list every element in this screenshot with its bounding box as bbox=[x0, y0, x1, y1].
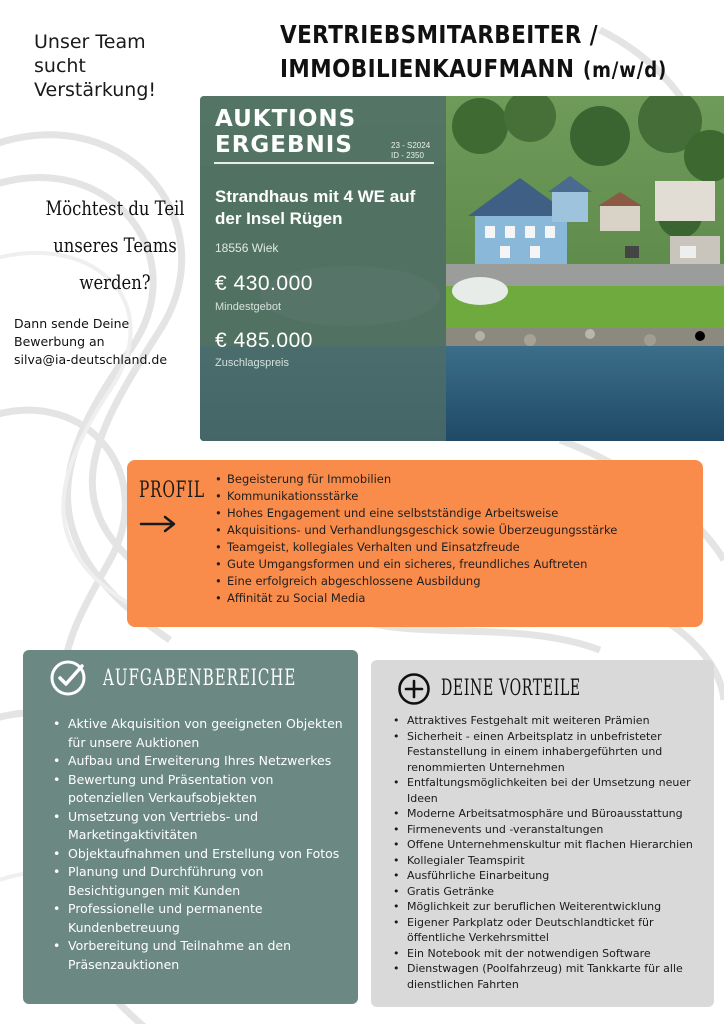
apply-email-link[interactable]: silva@ia-deutschland.de bbox=[14, 352, 168, 367]
list-item: • Attraktives Festgehalt mit weiteren Prämien bbox=[393, 713, 703, 729]
property-location: 18556 Wiek bbox=[215, 241, 279, 255]
list-item: • Moderne Arbeitsatmosphäre und Büroausstattung bbox=[393, 806, 703, 822]
auction-id bbox=[391, 141, 430, 161]
auction-info-panel bbox=[200, 96, 446, 441]
list-item: • Akquisitions- und Verhandlungsgeschick sowie Überzeugungsstärke bbox=[215, 522, 617, 539]
list-item: • Aktive Akquisition von geeigneten Objekten für unsere Auktionen bbox=[53, 715, 348, 752]
list-item: • Professionelle und permanente Kundenbetreuung bbox=[53, 900, 348, 937]
list-item: • Bewertung und Präsentation von potenziellen Verkaufsobjekten bbox=[53, 771, 348, 808]
list-item: • Dienstwagen (Poolfahrzeug) mit Tankkarte für alle dienstlichen Fahrten bbox=[393, 961, 703, 992]
list-item: • Möglichkeit zur beruflichen Weiterentwicklung bbox=[393, 899, 703, 915]
list-item: • Gratis Getränke bbox=[393, 884, 703, 900]
minimum-bid: € 430.000 bbox=[215, 272, 313, 295]
list-item: • Eine erfolgreich abgeschlossene Ausbildung bbox=[215, 573, 617, 590]
list-item: • Planung und Durchführung von Besichtigungen mit Kunden bbox=[53, 863, 348, 900]
job-headline bbox=[280, 18, 668, 87]
benefits-heading: DEINE VORTEILE bbox=[441, 676, 581, 701]
tasks-heading: AUFGABENBEREICHE bbox=[103, 666, 297, 691]
profile-list bbox=[215, 471, 617, 607]
gender-suffix: (m/w/d) bbox=[582, 58, 668, 82]
list-item: • Offene Unternehmenskultur mit flachen Hierarchien bbox=[393, 837, 703, 853]
title-divider bbox=[214, 162, 434, 164]
plus-circle-icon bbox=[397, 672, 431, 706]
apply-text: Dann sende Deine Bewerbung an bbox=[14, 316, 130, 349]
list-item: • Aufbau und Erweiterung Ihres Netzwerkes bbox=[53, 752, 348, 771]
list-item: • Eigener Parkplatz oder Deutschlandticket für öffentliche Verkehrsmittel bbox=[393, 915, 703, 946]
list-item: • Ein Notebook mit der notwendigen Software bbox=[393, 946, 703, 962]
list-item: • Objektaufnahmen und Erstellung von Fotos bbox=[53, 845, 348, 864]
list-item: • Teamgeist, kollegiales Verhalten und Einsatzfreude bbox=[215, 539, 617, 556]
tasks-list bbox=[53, 715, 348, 974]
benefits-section bbox=[371, 660, 714, 1007]
apply-info bbox=[14, 315, 204, 369]
hammer-price-label: Zuschlagspreis bbox=[215, 357, 289, 369]
list-item: • Firmenevents und -veranstaltungen bbox=[393, 822, 703, 838]
list-item: • Gute Umgangsformen und ein sicheres, freundliches Auftreten bbox=[215, 556, 617, 573]
property-title: Strandhaus mit 4 WE auf der Insel Rügen bbox=[215, 187, 416, 228]
list-item: • Hohes Engagement und eine selbstständige Arbeitsweise bbox=[215, 505, 617, 522]
headline-line-2: IMMOBILIENKAUFMANN bbox=[280, 54, 575, 83]
list-item: • Affinität zu Social Media bbox=[215, 590, 617, 607]
auction-title: AUKTIONS ERGEBNIS bbox=[215, 106, 357, 158]
auction-result-card bbox=[200, 96, 724, 441]
headline-line-1: VERTRIEBSMITARBEITER / bbox=[280, 20, 599, 49]
profile-section bbox=[127, 460, 703, 627]
profile-heading: PROFIL bbox=[139, 478, 205, 503]
list-item: • Kommunikationsstärke bbox=[215, 488, 617, 505]
intro-text: Unser Team sucht Verstärkung! bbox=[34, 31, 157, 101]
minimum-bid-label: Mindestgebot bbox=[215, 301, 282, 313]
list-item: • Begeisterung für Immobilien bbox=[215, 471, 617, 488]
hammer-price: € 485.000 bbox=[215, 329, 313, 352]
list-item: • Sicherheit - einen Arbeitsplatz in unbefristeter Festanstellung in einem inhabergeführten und renommierten Unternehmen bbox=[393, 729, 703, 776]
list-item: • Ausführliche Einarbeitung bbox=[393, 868, 703, 884]
list-item: • Vorbereitung und Teilnahme an den Präsenzauktionen bbox=[53, 937, 348, 974]
tasks-section bbox=[23, 650, 358, 1004]
benefits-list bbox=[393, 713, 703, 992]
check-circle-icon bbox=[49, 659, 87, 697]
auction-id-line-1: 23 - S2024 bbox=[391, 141, 431, 150]
list-item: • Kollegialer Teamspirit bbox=[393, 853, 703, 869]
list-item: • Umsetzung von Vertriebs- und Marketingaktivitäten bbox=[53, 808, 348, 845]
arrow-right-icon bbox=[139, 514, 179, 534]
auction-id-line-2: ID - 2350 bbox=[391, 151, 424, 160]
join-question: Möchtest du Teil unseres Teams werden? bbox=[45, 196, 185, 294]
list-item: • Entfaltungsmöglichkeiten bei der Umsetzung neuer Ideen bbox=[393, 775, 703, 806]
